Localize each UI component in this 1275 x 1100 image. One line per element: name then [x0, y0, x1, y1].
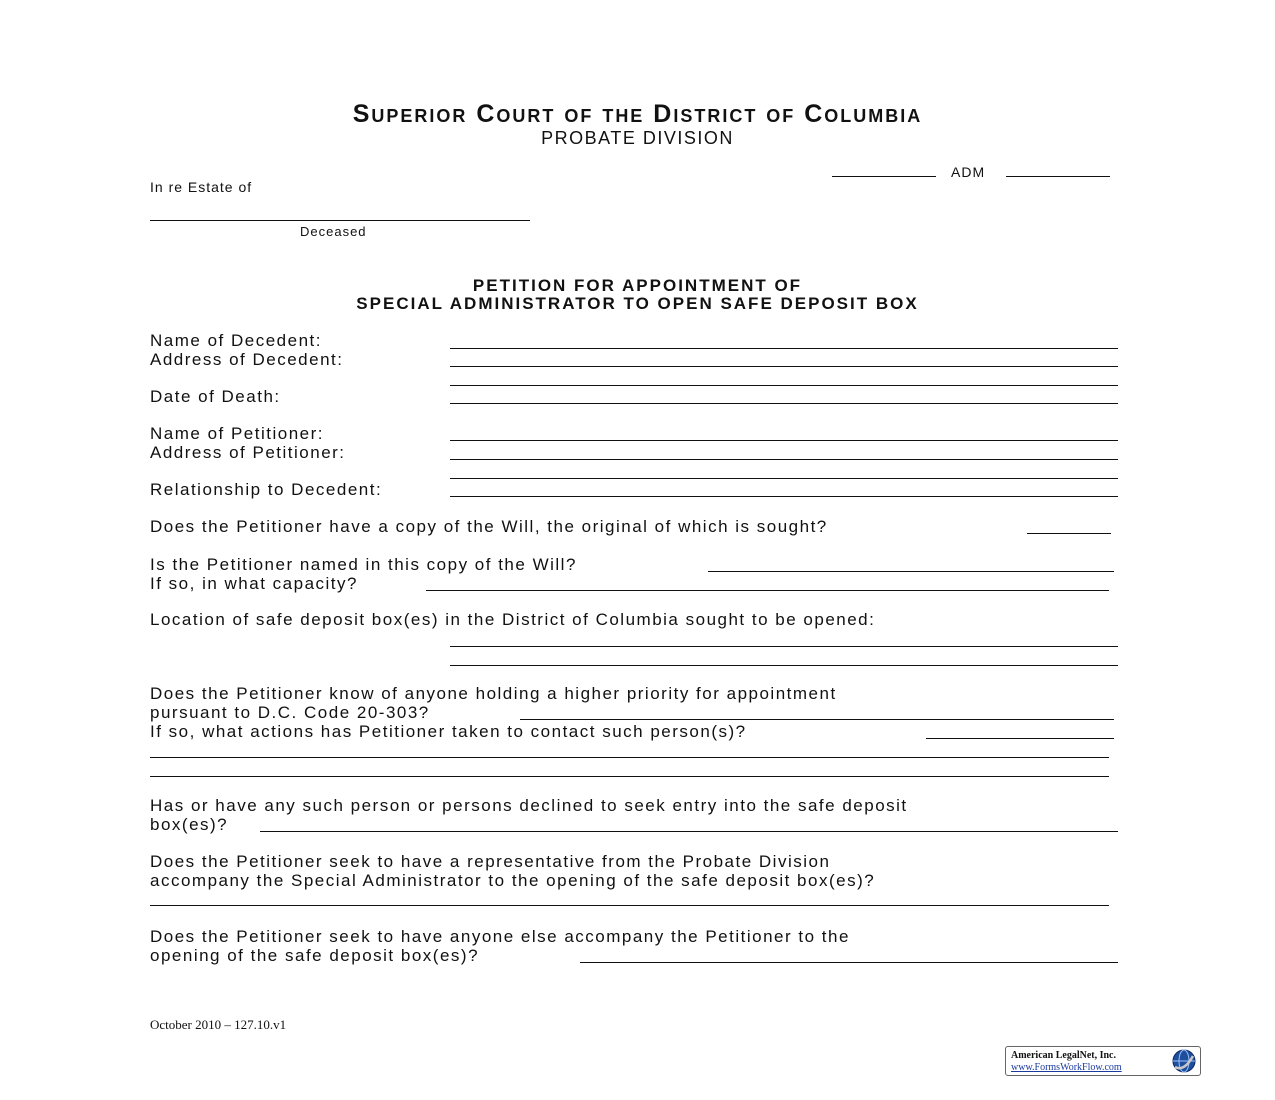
- name-of-decedent-input[interactable]: [450, 348, 1118, 349]
- actions-answer-3[interactable]: [150, 776, 1109, 777]
- anyone-else-answer[interactable]: [580, 962, 1118, 963]
- address-of-petitioner-input-1[interactable]: [450, 459, 1118, 460]
- decedent-name-field[interactable]: [150, 220, 530, 221]
- address-of-decedent-label: Address of Decedent:: [150, 350, 344, 369]
- vendor-url[interactable]: www.FormsWorkFlow.com: [1011, 1062, 1122, 1073]
- will-copy-question: Does the Petitioner have a copy of the Will, the original of which is sought?: [150, 517, 828, 536]
- deceased-label: Deceased: [300, 224, 367, 239]
- representative-question-line2: accompany the Special Administrator to the opening of the safe deposit box(es)?: [150, 871, 876, 890]
- adm-label: ADM: [951, 164, 986, 180]
- declined-question-line2: box(es)?: [150, 815, 229, 834]
- will-copy-answer[interactable]: [1027, 533, 1111, 534]
- representative-answer[interactable]: [150, 905, 1109, 906]
- location-question: Location of safe deposit box(es) in the District of Columbia sought to be opened:: [150, 610, 876, 629]
- petition-title-line1: PETITION FOR APPOINTMENT OF: [472, 276, 803, 295]
- estate-label: In re Estate of: [150, 179, 253, 195]
- date-of-death-input[interactable]: [450, 403, 1118, 404]
- division-title: PROBATE DIVISION: [541, 128, 734, 148]
- vendor-logo[interactable]: [1005, 1046, 1201, 1076]
- form-revision: October 2010 – 127.10.v1: [150, 1017, 287, 1032]
- representative-question-line1: Does the Petitioner seek to have a representative from the Probate Division: [150, 852, 831, 871]
- case-number-prefix-field[interactable]: [832, 176, 936, 177]
- petition-title-line2: SPECIAL ADMINISTRATOR TO OPEN SAFE DEPOSIT BOX: [356, 294, 919, 313]
- relationship-label: Relationship to Decedent:: [150, 480, 383, 499]
- named-in-will-question: Is the Petitioner named in this copy of the Will?: [150, 555, 577, 574]
- address-of-decedent-input-1[interactable]: [450, 366, 1118, 367]
- actions-question: If so, what actions has Petitioner taken to contact such person(s)?: [150, 722, 747, 741]
- name-of-petitioner-label: Name of Petitioner:: [150, 424, 325, 443]
- priority-question-line1: Does the Petitioner know of anyone holding a higher priority for appointment: [150, 684, 837, 703]
- priority-answer[interactable]: [520, 719, 1114, 720]
- priority-question-line2: pursuant to D.C. Code 20-303?: [150, 703, 430, 722]
- actions-answer-2[interactable]: [150, 757, 1109, 758]
- case-number-field[interactable]: [1006, 176, 1110, 177]
- globe-icon: [1171, 1048, 1197, 1074]
- court-title: Superior Court of the District of Columbia: [352, 100, 923, 128]
- declined-answer[interactable]: [260, 831, 1118, 832]
- anyone-else-question-line2: opening of the safe deposit box(es)?: [150, 946, 480, 965]
- address-of-petitioner-input-2[interactable]: [450, 478, 1118, 479]
- actions-answer-1[interactable]: [926, 738, 1114, 739]
- capacity-answer[interactable]: [426, 590, 1109, 591]
- declined-question-line1: Has or have any such person or persons declined to seek entry into the safe deposit: [150, 796, 908, 815]
- name-of-decedent-label: Name of Decedent:: [150, 331, 322, 350]
- named-in-will-answer[interactable]: [708, 571, 1114, 572]
- name-of-petitioner-input[interactable]: [450, 440, 1118, 441]
- capacity-question: If so, in what capacity?: [150, 574, 358, 593]
- location-answer-1[interactable]: [450, 646, 1118, 647]
- location-answer-2[interactable]: [450, 665, 1118, 666]
- address-of-petitioner-label: Address of Petitioner:: [150, 443, 346, 462]
- date-of-death-label: Date of Death:: [150, 387, 281, 406]
- relationship-input[interactable]: [450, 496, 1118, 497]
- anyone-else-question-line1: Does the Petitioner seek to have anyone else accompany the Petitioner to the: [150, 927, 850, 946]
- vendor-name: American LegalNet, Inc.: [1011, 1050, 1116, 1061]
- address-of-decedent-input-2[interactable]: [450, 385, 1118, 386]
